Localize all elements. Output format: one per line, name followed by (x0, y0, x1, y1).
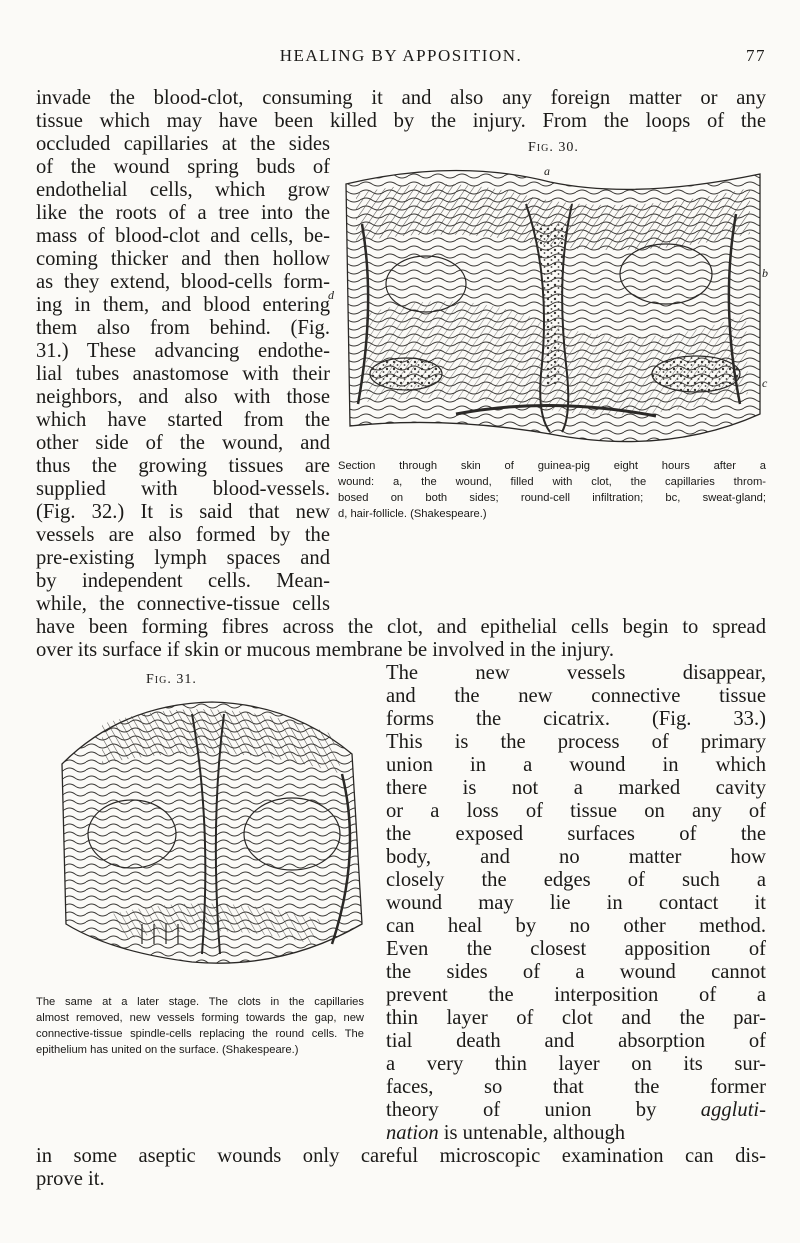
caption-line: The same at a later stage. The clots in the capillaries (36, 996, 364, 1008)
caption-line: connective-tissue spindle-cells replacing the round cells. The (36, 1028, 364, 1040)
text-line: them also from behind. (Fig. (36, 317, 330, 339)
text-line: supplied with blood-vessels. (36, 478, 330, 500)
figure-31-label: Fig. 31. (146, 672, 197, 687)
text-line: (Fig. 32.) It is said that new (36, 501, 330, 523)
text-line: the sides of a wound cannot (386, 961, 766, 983)
caption-line: d, hair-follicle. (Shakespeare.) (338, 508, 487, 520)
skin-section-later-drawing (42, 694, 378, 974)
text-span: theory of union by (386, 1099, 657, 1121)
figure-30-caption (338, 458, 766, 522)
text-line: neighbors, and also with those (36, 386, 330, 408)
caption-line: Section through skin of guinea-pig eight hours after a (338, 460, 766, 472)
text-line (386, 1121, 766, 1146)
caption-line: bosed on both sides; round-cell infiltration; bc, sweat-gland; (338, 492, 766, 504)
page-header (36, 46, 766, 70)
emphasized-word: aggluti- (700, 1099, 766, 1121)
text-line: there is not a marked cavity (386, 777, 766, 799)
text-line: have been forming fibres across the clot, and epithelial cells begin to spread (36, 616, 766, 638)
text-line: of the wound spring buds of (36, 156, 330, 178)
text-span: is untenable, although (438, 1122, 626, 1144)
text-line: and the new connective tissue (386, 685, 766, 707)
text-line: prove it. (36, 1168, 105, 1190)
text-line: invade the blood-clot, consuming it and also any foreign matter or any (36, 87, 766, 109)
text-line: by independent cells. Mean- (36, 570, 330, 592)
text-line: prevent the interposition of a (386, 984, 766, 1006)
text-line: like the roots of a tree into the (36, 202, 330, 224)
text-line: the exposed surfaces of the (386, 823, 766, 845)
text-line: thus the growing tissues are (36, 455, 330, 477)
emphasized-word: nation (386, 1122, 439, 1144)
text-line: Even the closest apposition of (386, 938, 766, 960)
text-line: faces, so that the former (386, 1076, 766, 1098)
text-line: lial tubes anastomose with their (36, 363, 330, 385)
text-line: while, the connective-tissue cells (36, 593, 330, 615)
text-line: 31.) These advancing endothe- (36, 340, 330, 362)
text-line (386, 1098, 766, 1123)
caption-line: epithelium has united on the surface. (Shakespeare.) (36, 1044, 299, 1056)
text-line: union in a wound in which (386, 754, 766, 776)
text-line: wound may lie in contact it (386, 892, 766, 914)
running-title: HEALING BY APPOSITION. (279, 46, 523, 65)
text-line: tissue which may have been killed by the injury. From the loops of the (36, 110, 766, 132)
text-line: forms the cicatrix. (Fig. 33.) (386, 708, 766, 730)
text-line: can heal by no other method. (386, 915, 766, 937)
page-number: 77 (746, 46, 766, 65)
text-line: in some aseptic wounds only careful microscopic examination can dis- (36, 1145, 766, 1167)
text-line: mass of blood-clot and cells, be- (36, 225, 330, 247)
text-line: vessels are also formed by the (36, 524, 330, 546)
text-line: pre-existing lymph spaces and (36, 547, 330, 569)
text-line: or a loss of tissue on any of (386, 800, 766, 822)
figure-31-illustration (42, 694, 378, 974)
text-line: tial death and absorption of (386, 1030, 766, 1052)
figure-30-label: Fig. 30. (528, 140, 579, 155)
text-line: as they extend, blood-cells form- (36, 271, 330, 293)
figure-31-caption (36, 994, 364, 1058)
caption-line: almost removed, new vessels forming towards the gap, new (36, 1012, 364, 1024)
figure-30-letter-c: c (762, 376, 768, 390)
text-line: ing in them, and blood entering (36, 294, 330, 316)
text-line: This is the process of primary (386, 731, 766, 753)
figure-30-letter-a: a (544, 164, 550, 178)
figure-30-letter-b: b (762, 266, 768, 280)
text-line: coming thicker and then hollow (36, 248, 330, 270)
figure-30-illustration (328, 164, 770, 454)
text-line: which have started from the (36, 409, 330, 431)
text-line: a very thin layer on its sur- (386, 1053, 766, 1075)
text-line: body, and no matter how (386, 846, 766, 868)
text-line: endothelial cells, which grow (36, 179, 330, 201)
text-line: closely the edges of such a (386, 869, 766, 891)
text-line: occluded capillaries at the sides (36, 133, 330, 155)
text-line: other side of the wound, and (36, 432, 330, 454)
skin-section-drawing (336, 164, 770, 454)
caption-line: wound: a, the wound, filled with clot, the capillaries throm- (338, 476, 766, 488)
text-line: thin layer of clot and the par- (386, 1007, 766, 1029)
text-line: The new vessels disappear, (386, 662, 766, 684)
text-line: over its surface if skin or mucous membrane be involved in the injury. (36, 639, 615, 661)
figure-30-letter-d: d (328, 288, 334, 302)
